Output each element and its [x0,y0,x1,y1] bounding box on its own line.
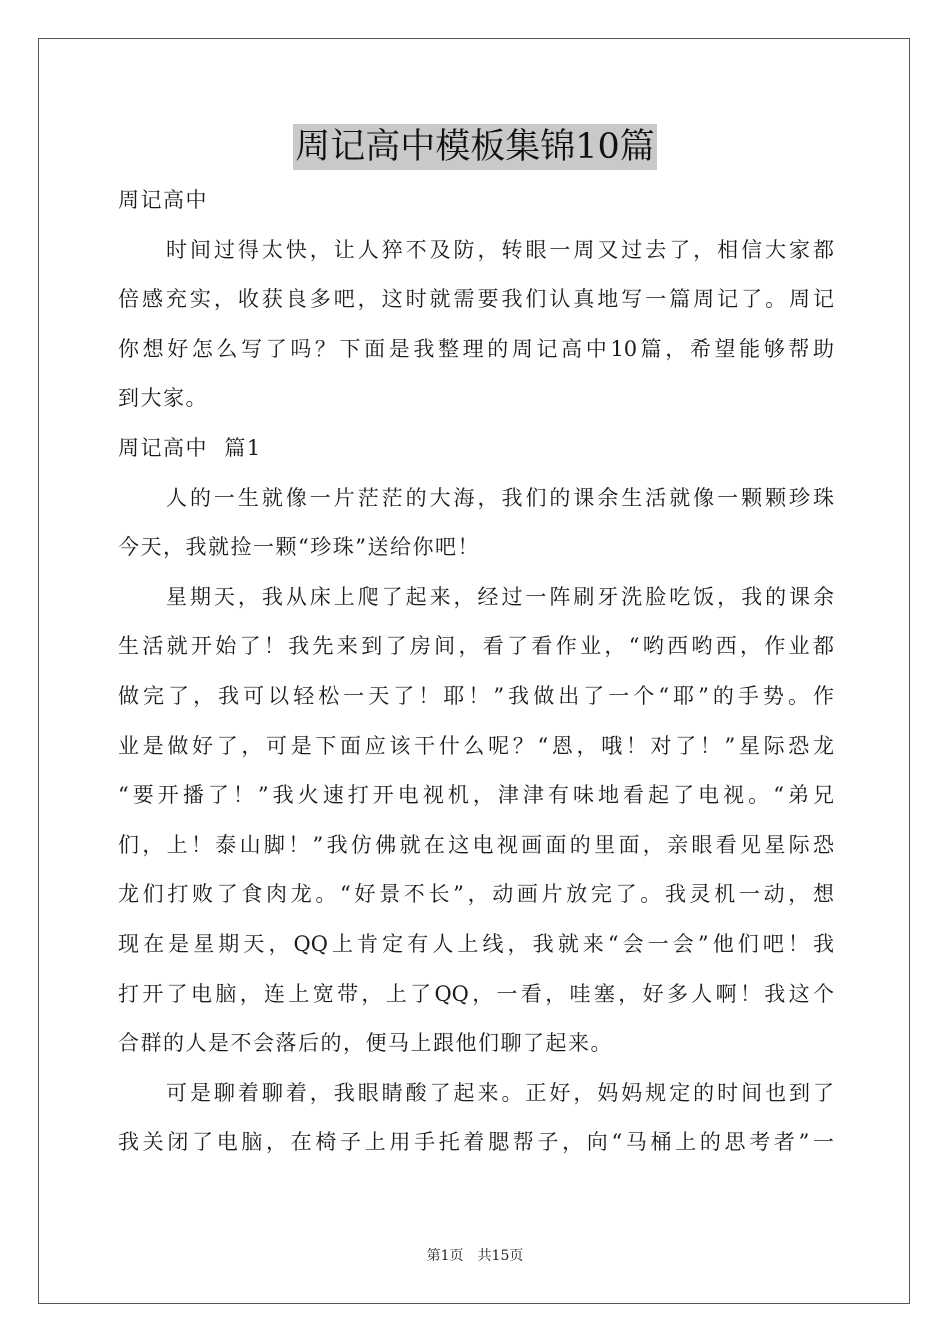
paragraph-line: 倍感充实，收获良多吧，这时就需要我们认真地写一篇周记了。周记 [118,287,834,312]
paragraph-line: 做完了，我可以轻松一天了！耶！”我做出了一个“耶”的手势。作 [118,683,834,708]
paragraph-line: 你想好怎么写了吗？下面是我整理的周记高中10篇，希望能够帮助 [118,336,834,361]
section-heading: 周记高中 篇1 [118,435,262,460]
page-footer [0,1246,950,1266]
page-number-total: 共15页 [477,1248,524,1264]
paragraph-line: 现在是星期天，QQ上肯定有人上线，我就来“会一会”他们吧！我 [118,931,834,956]
document-body [118,176,834,1168]
paragraph-line: “要开播了！”我火速打开电视机，津津有味地看起了电视。“弟兄 [118,783,834,808]
document-title: 周记高中模板集锦10篇 [293,124,657,170]
page-number-current: 第1页 [426,1248,464,1264]
paragraph-line: 今天，我就捡一颗“珍珠”送给你吧！ [118,535,480,560]
section-heading: 周记高中 [118,188,208,212]
title-container [0,124,950,170]
paragraph-line: 业是做好了，可是下面应该干什么呢？“恩，哦！对了！”星际恐龙 [118,733,834,758]
paragraph-line: 龙们打败了食肉龙。“好景不长”，动画片放完了。我灵机一动，想 [118,882,834,907]
paragraph-line: 打开了电脑，连上宽带，上了QQ，一看，哇塞，好多人啊！我这个 [118,981,834,1006]
paragraph-line: 可是聊着聊着，我眼睛酸了起来。正好，妈妈规定的时间也到了 [166,1080,834,1105]
paragraph-line: 合群的人是不会落后的，便马上跟他们聊了起来。 [118,1031,613,1056]
paragraph-line: 人的一生就像一片茫茫的大海，我们的课余生活就像一颗颗珍珠 [166,485,834,510]
paragraph-line: 们，上！泰山脚！”我仿佛就在这电视画面的里面，亲眼看见星际恐 [118,832,834,857]
paragraph-line: 我关闭了电脑，在椅子上用手托着腮帮子，向“马桶上的思考者”一 [118,1130,834,1155]
paragraph-line: 生活就开始了！我先来到了房间，看了看作业，“哟西哟西，作业都 [118,634,834,659]
paragraph-line: 星期天，我从床上爬了起来，经过一阵刷牙洗脸吃饭，我的课余 [166,584,834,609]
paragraph-line: 时间过得太快，让人猝不及防，转眼一周又过去了，相信大家都 [166,237,834,262]
paragraph-line: 到大家。 [118,386,208,411]
